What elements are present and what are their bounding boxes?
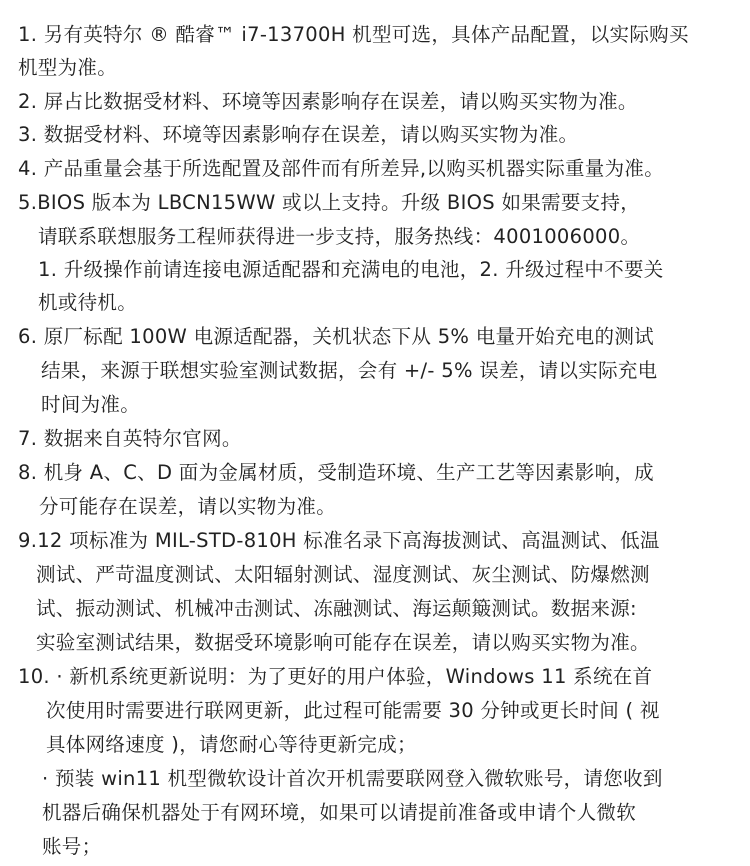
note-9-line-2: 测试、严苛温度测试、太阳辐射测试、湿度测试、灰尘测试、防爆燃测	[36, 563, 650, 586]
note-5-sub-line-2: 机或待机。	[38, 291, 138, 314]
note-5-sub-line-1: 1. 升级操作前请连接电源适配器和充满电的电池，2. 升级过程中不要关	[38, 258, 664, 281]
note-3: 3. 数据受材料、环境等因素影响存在误差，请以购买实物为准。	[18, 123, 579, 146]
note-8-line-1: 8. 机身 A、C、D 面为金属材质，受制造环境、生产工艺等因素影响，成	[18, 461, 654, 484]
note-4: 4. 产品重量会基于所选配置及部件而有所差异,以购买机器实际重量为准。	[18, 157, 665, 180]
note-10-bullet-2-line-2: 机器后确保机器处于有网环境，如果可以请提前准备或申请个人微软	[42, 801, 637, 824]
note-9-line-3: 试、振动测试、机械冲击测试、冻融测试、海运颠簸测试。数据来源:	[36, 597, 637, 620]
note-5-line-2: 请联系联想服务工程师获得进一步支持，服务热线：4001006000。	[38, 225, 641, 248]
note-1-line-2: 机型为准。	[18, 56, 118, 79]
note-10-line-1: 10. · 新机系统更新说明：为了更好的用户体验，Windows 11 系统在首	[18, 665, 653, 688]
note-9-line-4: 实验室测试结果，数据受环境影响可能存在误差，请以购买实物为准。	[36, 631, 650, 654]
note-10-line-3: 具体网络速度 )，请您耐心等待更新完成；	[46, 733, 417, 756]
note-6-line-3: 时间为准。	[41, 393, 141, 416]
note-10-bullet-2-line-3: 账号；	[42, 835, 102, 858]
note-6-line-2: 结果，来源于联想实验室测试数据，会有 +/- 5% 误差，请以实际充电	[41, 359, 658, 382]
note-1-line-1: 1. 另有英特尔 ® 酷睿™ i7-13700H 机型可选，具体产品配置，以实际购买	[18, 23, 689, 46]
note-7: 7. 数据来自英特尔官网。	[18, 427, 242, 450]
note-9-line-1: 9.12 项标准为 MIL-STD-810H 标准名录下高海拔测试、高温测试、低温	[18, 529, 660, 552]
note-10-bullet-2-line-1: · 预装 win11 机型微软设计首次开机需要联网登入微软账号，请您收到	[42, 767, 663, 790]
note-5-line-1: 5.BIOS 版本为 LBCN15WW 或以上支持。升级 BIOS 如果需要支持，	[18, 191, 641, 214]
note-2: 2. 屏占比数据受材料、环境等因素影响存在误差，请以购买实物为准。	[18, 90, 638, 113]
note-10-line-2: 次使用时需要进行联网更新，此过程可能需要 30 分钟或更长时间 ( 视	[46, 699, 660, 722]
note-6-line-1: 6. 原厂标配 100W 电源适配器，关机状态下从 5% 电量开始充电的测试	[18, 325, 654, 348]
note-8-line-2: 分可能存在误差，请以实物为准。	[39, 495, 337, 518]
